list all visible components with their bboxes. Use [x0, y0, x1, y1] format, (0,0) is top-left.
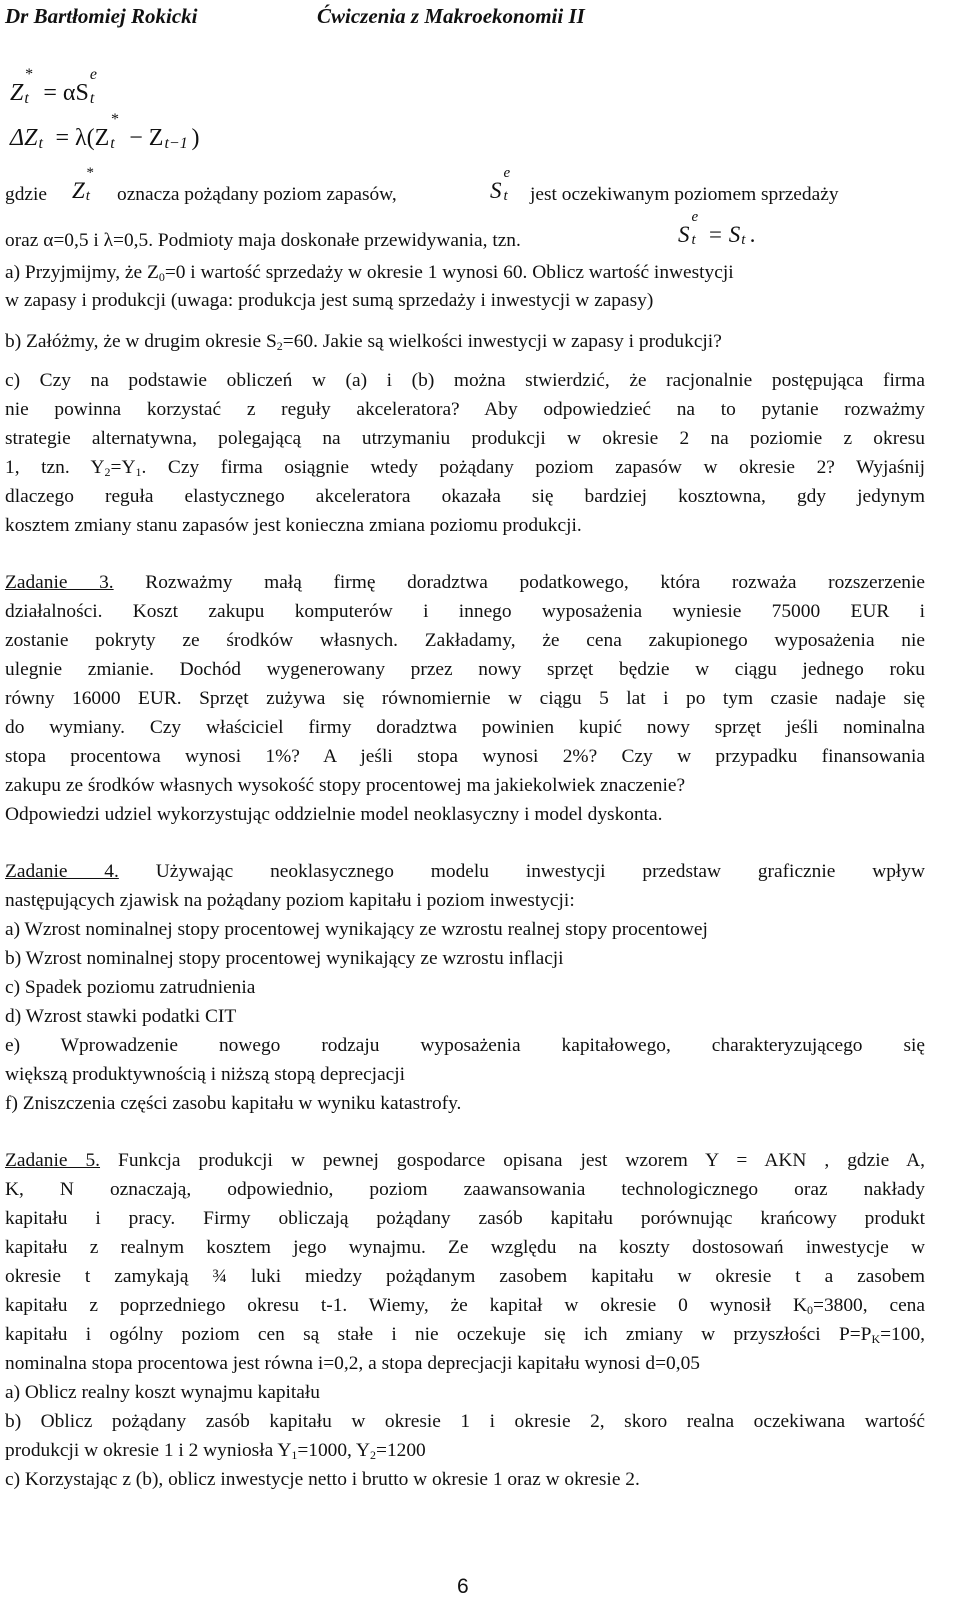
- task3-line1: Zadanie 3. Rozważmy małą firmę doradztwa podatkowego, która rozważa rozszerzenie: [5, 572, 925, 593]
- task5-item-c: c) Korzystając z (b), oblicz inwestycje netto i brutto w okresie 1 oraz w okresie 2.: [5, 1469, 640, 1490]
- task4-item-e-line1: e) Wprowadzenie nowego rodzaju wyposażenia kapitałowego, charakteryzującego się: [5, 1035, 925, 1056]
- task2-part-c-line3: strategie alternatywna, polegającą na utrzymaniu produkcji w okresie 2 na poziomie z okresu: [5, 428, 925, 449]
- task5-line6: kapitału z poprzedniego okresu t-1. Wiemy, że kapitał w okresie 0 wynosił $K_0=3800$, cena: [5, 1295, 925, 1317]
- task5-line4: kapitału z realnym kosztem jego wynajmu. Ze względu na koszty dostosowań inwestycje w: [5, 1237, 925, 1258]
- task2-part-c-line4: 1, tzn. $Y_2=Y_1$. Czy firma osiągnie wtedy pożądany poziom zapasów w okresie 2? Wyjaśnij: [5, 457, 925, 479]
- task3-line2: działalności. Koszt zakupu komputerów i innego wyposażenia wyniesie 75000 EUR i: [5, 601, 925, 622]
- task4-line1: Zadanie 4. Używając neoklasycznego modelu inwestycji przedstaw graficznie wpływ: [5, 861, 925, 882]
- task4-line2: następujących zjawisk na pożądany poziom kapitału i poziom inwestycji:: [5, 890, 575, 911]
- task4-item-d: d) Wzrost stawki podatki CIT: [5, 1006, 237, 1027]
- task5-line8: nominalna stopa procentowa jest równa i=0,2, a stopa deprecjacji kapitału wynosi d=0,05: [5, 1353, 700, 1374]
- task4-item-f: f) Zniszczenia części zasobu kapitału w wyniku katastrofy.: [5, 1093, 462, 1114]
- task5-title: Zadanie 5.: [5, 1150, 101, 1171]
- symbol-expected-sales: S e t: [490, 165, 511, 204]
- formula-inventory-change: ΔZ t = λ(Z * t − Z t−1 ): [10, 111, 200, 152]
- task3-line6: do wymiany. Czy właściciel firmy doradztwa powinien kupić nowy sprzęt jeśli nominalna: [5, 717, 925, 738]
- task3-line7: stopa procentowa wynosi 1%? A jeśli stopa wynosi 2%? Czy w przypadku finansowania: [5, 746, 925, 767]
- task5-item-b-line2: produkcji w okresie 1 i 2 wyniosła $Y_1=1000$, $Y_2=1200$: [5, 1440, 426, 1462]
- task4-item-c: c) Spadek poziomu zatrudnienia: [5, 977, 256, 998]
- task2-part-c-line1: c) Czy na podstawie obliczeń w (a) i (b) można stwierdzić, że racjonalnie postępująca firma: [5, 370, 925, 391]
- task5-line2: K, N oznaczają, odpowiednio, poziom zaawansowania technologicznego oraz nakłady: [5, 1179, 925, 1200]
- task2-part-c-line5: dlaczego reguła elastycznego akceleratora okazała się bardziej kosztowna, gdy jedynym: [5, 486, 925, 507]
- task3-line5: równy 16000 EUR. Sprzęt zużywa się równomiernie w ciągu 5 lat i po tym czasie nadaje się: [5, 688, 925, 709]
- task5-line7: kapitału i ogólny poziom cen są stałe i nie oczekuje się ich zmiany w przyszłości $P=P_K=100$,: [5, 1324, 925, 1346]
- formula-desired-inventory: Z * t = αS e t: [10, 66, 97, 107]
- task5-item-a: a) Oblicz realny koszt wynajmu kapitału: [5, 1382, 320, 1403]
- task5-line1: Zadanie 5. Funkcja produkcji w pewnej gospodarce opisana jest wzorem Y = AKN , gdzie A,: [5, 1150, 925, 1171]
- task2-part-a-line1: a) Przyjmijmy, że $Z_0=0$ i wartość sprzedaży w okresie 1 wynosi 60. Oblicz wartość inwestycji: [5, 262, 734, 284]
- task2-part-c-line6: kosztem zmiany stanu zapasów jest konieczna zmiana poziomu produkcji.: [5, 515, 582, 536]
- page-header: [5, 4, 930, 34]
- task3-line9: Odpowiedzi udziel wykorzystując oddzielnie model neoklasyczny i model dyskonta.: [5, 804, 663, 825]
- task2-part-c-line2: nie powinna korzystać z reguły akceleratora? Aby odpowiedzieć na to pytanie rozważmy: [5, 399, 925, 420]
- task4-title: Zadanie 4.: [5, 861, 119, 882]
- task4-item-b: b) Wzrost nominalnej stopy procentowej wynikający ze wzrostu inflacji: [5, 948, 564, 969]
- task2-part-b: b) Załóżmy, że w drugim okresie $S_2=60$. Jakie są wielkości inwestycji w zapasy i produkcji?: [5, 331, 722, 353]
- task5-item-b-line1: b) Oblicz pożądany zasób kapitału w okresie 1 i okresie 2, skoro realna oczekiwana wartość: [5, 1411, 925, 1432]
- task5-line5: okresie t zamykają ¾ luki miedzy pożądanym zasobem kapitału w okresie t a zasobem: [5, 1266, 925, 1287]
- task2-part-a-line2: w zapasy i produkcji (uwaga: produkcja jest sumą sprzedaży i inwestycji w zapasy): [5, 290, 654, 311]
- task5-line3: kapitału i pracy. Firmy obliczają pożądany zasób kapitału porównując krańcowy produkt: [5, 1208, 925, 1229]
- page-number: 6: [457, 1575, 469, 1598]
- task3-line8: zakupu ze środków własnych wysokość stopy procentowej ma jakiekolwiek znaczenie?: [5, 775, 686, 796]
- definition-line: gdzie: [5, 184, 47, 205]
- task3-title: Zadanie 3.: [5, 572, 114, 593]
- formula-perfect-foresight: S e t = S t .: [678, 209, 757, 248]
- symbol-desired-inventory: Z * t: [72, 165, 94, 204]
- task3-line3: zostanie pokryty ze środków własnych. Zakładamy, że cena zakupionego wyposażenia nie: [5, 630, 925, 651]
- task3-line4: ulegnie zmianie. Dochód wygenerowany przez nowy sprzęt będzie w ciągu jednego roku: [5, 659, 925, 680]
- header-author: Dr Bartłomiej Rokicki: [5, 4, 198, 28]
- assumption-line: oraz α=0,5 i λ=0,5. Podmioty maja doskonałe przewidywania, tzn.: [5, 230, 521, 251]
- task4-item-a: a) Wzrost nominalnej stopy procentowej wynikający ze wzrostu realnej stopy procentowej: [5, 919, 708, 940]
- header-course: Ćwiczenia z Makroekonomii II: [317, 4, 585, 28]
- task4-item-e-line2: większą produktywnością i niższą stopą deprecjacji: [5, 1064, 406, 1085]
